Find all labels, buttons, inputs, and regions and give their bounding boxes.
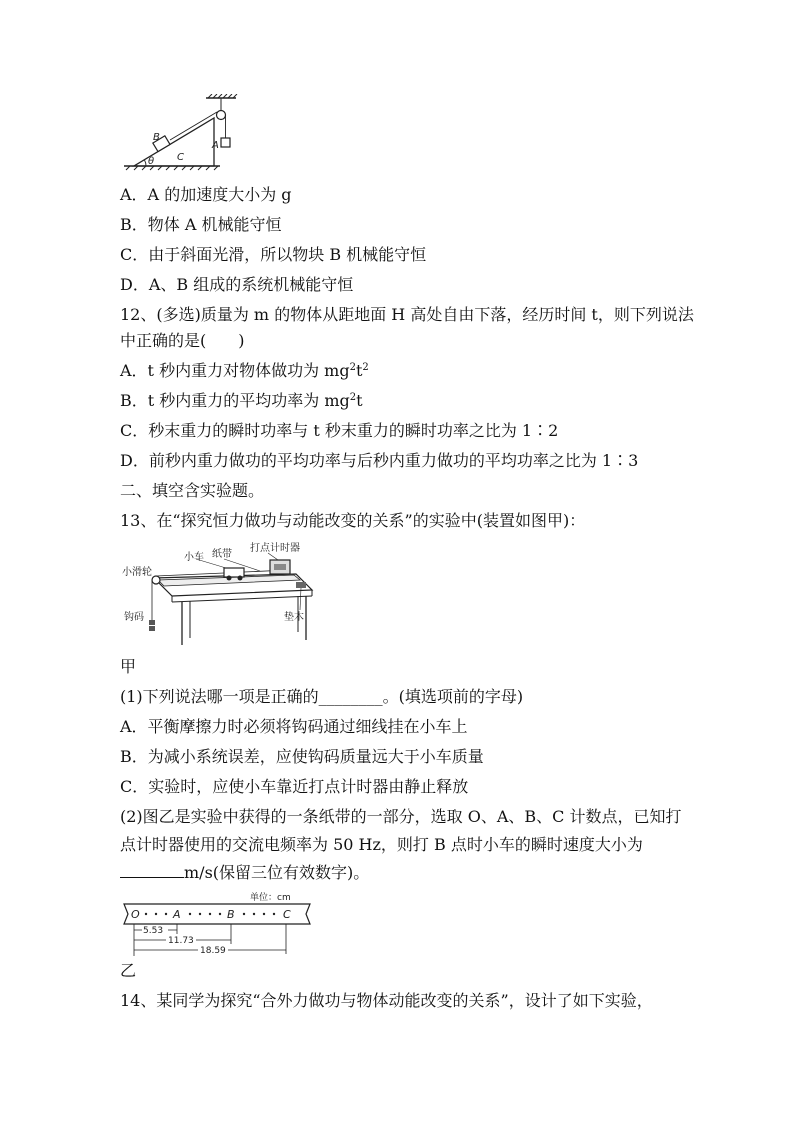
q12-option-c: C．秒末重力的瞬时功率与 t 秒末重力的瞬时功率之比为 1∶2	[120, 421, 559, 440]
label-a: A	[212, 140, 219, 151]
q13-option-a: A．平衡摩擦力时必须将钩码通过细线挂在小车上	[120, 717, 468, 736]
q13-stem: 13、在“探究恒力做功与动能改变的关系”的实验中(装置如图甲)：	[120, 511, 586, 530]
q13-sub2-line3: m/s(保留三位有效数字)。	[120, 862, 369, 884]
q11-option-c: C．由于斜面光滑，所以物块 B 机械能守恒	[120, 245, 427, 264]
paper-tape-figure	[120, 890, 320, 958]
figure-caption-jia: 甲	[120, 657, 137, 676]
q12-option-a: A．t 秒内重力对物体做功为 $mg^2t^2$	[120, 361, 369, 380]
tape-distance-oc: 18.59	[200, 946, 226, 956]
label-b: B	[153, 132, 160, 143]
tape-unit: 单位：cm	[250, 893, 291, 903]
figure-caption-yi: 乙	[120, 961, 137, 980]
answer-blank	[120, 863, 184, 878]
q12-stem-line2: 中正确的是( )	[120, 331, 245, 350]
q12-option-d: D．前秒内重力做功的平均功率与后秒内重力做功的平均功率之比为 1∶3	[120, 451, 639, 470]
label-block: 垫木	[284, 612, 304, 623]
section-heading: 二、填空含实验题。	[120, 481, 265, 500]
label-theta: θ	[148, 156, 155, 167]
tape-point-a: A	[173, 908, 181, 921]
q11-option-b: B．物体 A 机械能守恒	[120, 215, 282, 234]
q13-option-c: C．实验时，应使小车靠近打点计时器由静止释放	[120, 777, 469, 796]
label-pulley: 小滑轮	[122, 567, 152, 578]
q11-option-a: A．A 的加速度大小为 g	[120, 185, 292, 204]
q13-option-b: B．为减小系统误差，应使钩码质量远大于小车质量	[120, 747, 484, 766]
q12-option-b: B．t 秒内重力的平均功率为 $mg^2t$	[120, 391, 363, 410]
label-c: C	[177, 152, 184, 163]
q14-stem: 14、某同学为探究“合外力做功与物体动能改变的关系”，设计了如下实验，	[120, 991, 653, 1010]
tape-distance-ob: 11.73	[168, 936, 194, 946]
q13-sub1: (1)下列说法哪一项是正确的________。(填选项前的字母)	[120, 687, 524, 706]
q12-stem-line1: 12、(多选)质量为 m 的物体从距地面 H 高处自由下落，经历时间 t，则下列说法	[120, 305, 694, 324]
tape-point-o: O	[131, 908, 140, 921]
tape-point-c: C	[283, 908, 291, 921]
label-weight: 钩码	[124, 612, 144, 623]
incline-pulley-figure	[120, 94, 250, 174]
q11-option-d: D．A、B 组成的系统机械能守恒	[120, 275, 354, 294]
label-tape: 纸带	[212, 549, 232, 560]
label-timer: 打点计时器	[250, 543, 300, 554]
label-cart: 小车	[184, 552, 204, 563]
tape-point-b: B	[227, 908, 235, 921]
q13-sub2-line2: 点计时器使用的交流电频率为 50 Hz，则打 B 点时小车的瞬时速度大小为	[120, 835, 643, 854]
q13-sub2-line1: (2)图乙是实验中获得的一条纸带的一部分，选取 O、A、B、C 计数点，已知打	[120, 807, 682, 826]
tape-distance-oa: 5.53	[143, 926, 164, 936]
apparatus-figure	[120, 540, 320, 650]
